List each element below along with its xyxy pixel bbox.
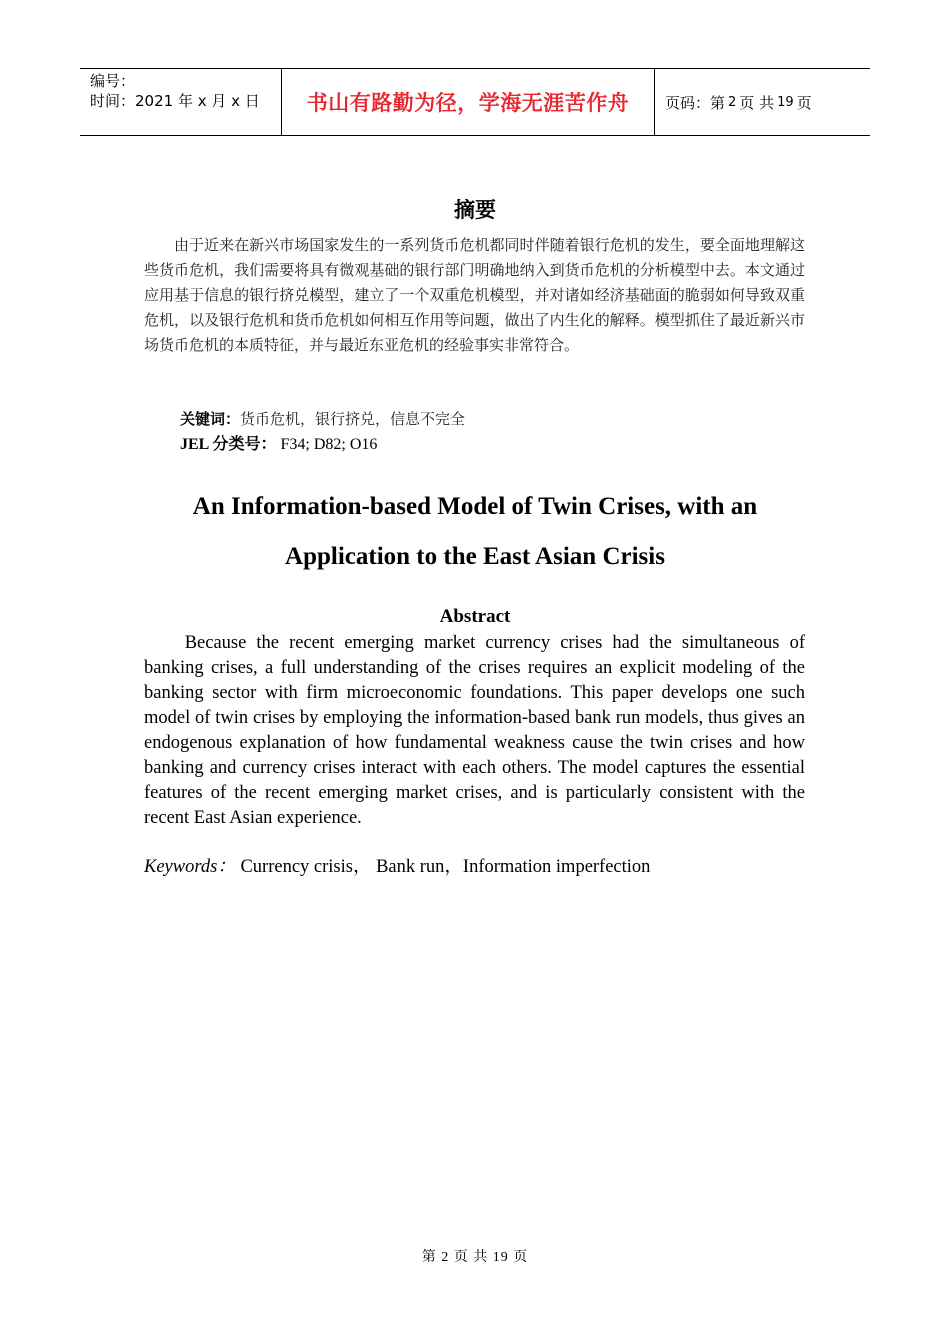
header-page-info	[655, 69, 870, 135]
document-number-label: 编号：	[90, 72, 136, 90]
header-motto: 书山有路勤为径，学海无涯苦作舟	[306, 91, 630, 115]
en-abstract-body: Because the recent emerging market currency crises had the simultaneous of banking crises, a full understanding of the crises requires an explicit modeling of the banking sector with firm microeconomic foundations. This paper develops one such model of twin crises by employing the information-based bank run models, thus gives an endogenous explanation of how fundamental weakness cause the twin crises and how banking and currency crises interact with each others. The model captures the essential features of the recent emerging market crises, and is particularly consistent with the recent East Asian experience.	[144, 633, 805, 828]
cn-abstract-title: 摘要	[454, 198, 496, 222]
page-label-suffix: 页	[796, 93, 812, 112]
en-keywords	[144, 855, 650, 880]
cn-abstract-body: 由于近来在新兴市场国家发生的一系列货币危机都同时伴随着银行危机的发生，要全面地理解这些货币危机，我们需要将具有微观基础的银行部门明确地纳入到货币危机的分析模型中去。本文通过应用基于信息的银行挤兑模型，建立了一个双重危机模型，并对诸如经济基础面的脆弱如何导致双重危机，以及银行危机和货币危机如何相互作用等问题，做出了内生化的解释。模型抓住了最近新兴市场货币危机的本质特征，并与最近东亚危机的经验事实非常符合。	[144, 236, 805, 354]
page-total: 19	[777, 94, 794, 110]
en-keywords-text: Currency crisis， Bank run，Information imperfection	[235, 857, 651, 877]
document-date: 时间：2021 年 x 月 x 日	[90, 92, 260, 110]
cn-keywords-text: 货币危机，银行挤兑，信息不完全	[240, 410, 466, 428]
page-label-mid: 页 共	[739, 93, 775, 112]
en-paper-title	[0, 482, 950, 582]
cn-jel	[180, 432, 377, 457]
cn-keywords	[180, 407, 465, 432]
page-current: 2	[728, 94, 737, 110]
cn-jel-label: JEL 分类号：	[180, 436, 277, 453]
cn-keywords-label: 关键词：	[180, 410, 241, 428]
header-meta	[80, 69, 281, 135]
en-title-line-2: Application to the East Asian Crisis	[285, 543, 665, 570]
header-motto-cell	[281, 69, 655, 135]
en-abstract-heading: Abstract	[439, 606, 511, 627]
page-header	[80, 68, 870, 136]
en-keywords-label: Keywords：	[144, 857, 236, 877]
cn-jel-codes: F34; D82; O16	[276, 436, 378, 453]
en-title-line-1: An Information-based Model of Twin Crises, with an	[192, 493, 758, 520]
page-footer: 第 2 页 共 19 页	[421, 1250, 529, 1265]
page-label-prefix: 页码：第	[665, 93, 726, 112]
